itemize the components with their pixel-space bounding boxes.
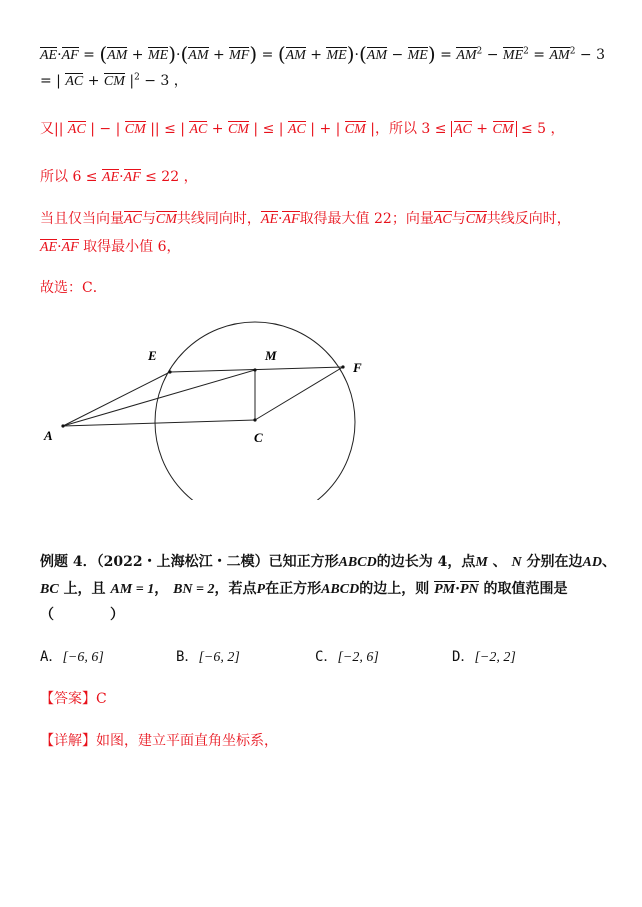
geometry-figure [0, 310, 642, 500]
segment-AC [63, 420, 255, 426]
choice-line: 故选：C． [40, 280, 107, 296]
inequality-line: 又|| AC | − | CM || ≤ | AC + CM | ≤ | AC | + | CM |，所以 3 ≤ AC + CM ≤ 5 ， [40, 121, 565, 137]
example-line-2: BC 上，且 AM = 1， BN = 2，若点P在正方形ABCD的边上，则 PM·PN 的取值范围是 [40, 581, 568, 597]
condition-line-1: 当且仅当向量AC与CM共线同向时，AE·AF取得最大值 22；向量AC与CM共线反向时， [40, 211, 571, 227]
detail-line: 【详解】如图，建立平面直角坐标系， [40, 733, 278, 749]
segment-AM [63, 370, 255, 426]
option-b: B．[−6, 2] [176, 649, 240, 665]
label-M: M [265, 348, 277, 363]
option-a: A．[−6, 6] [40, 649, 104, 665]
label-A: A [44, 428, 53, 443]
example-line-1: 例题 4．（2022・上海松江・二模）已知正方形ABCD的边长为 4，点M 、 N 分别在边AD、 [40, 554, 616, 570]
example-line-3: （ ） [40, 607, 124, 623]
label-C: C [254, 430, 263, 445]
label-E: E [148, 348, 157, 363]
option-d: D．[−2, 2] [452, 649, 516, 665]
condition-line-2: AE·AF 取得最小值 6， [40, 239, 181, 255]
segment-CF [255, 367, 343, 420]
answer-line: 【答案】C [40, 691, 107, 707]
equation-line-2: = | AC + CM $|^2 - 3$ ， [40, 72, 188, 89]
option-c: C．[−2, 6] [315, 649, 379, 665]
equation-line-1: $AE\cdot AF = (AM + ME)\cdot(AM + MF) = (AM + ME)\cdot(AM - ME) = AM^2 - ME^2 = AM^2 - 3$ [40, 42, 605, 66]
label-F: F [353, 360, 362, 375]
range-line: 所以 6 ≤ AE·AF ≤ 22 ， [40, 169, 198, 185]
